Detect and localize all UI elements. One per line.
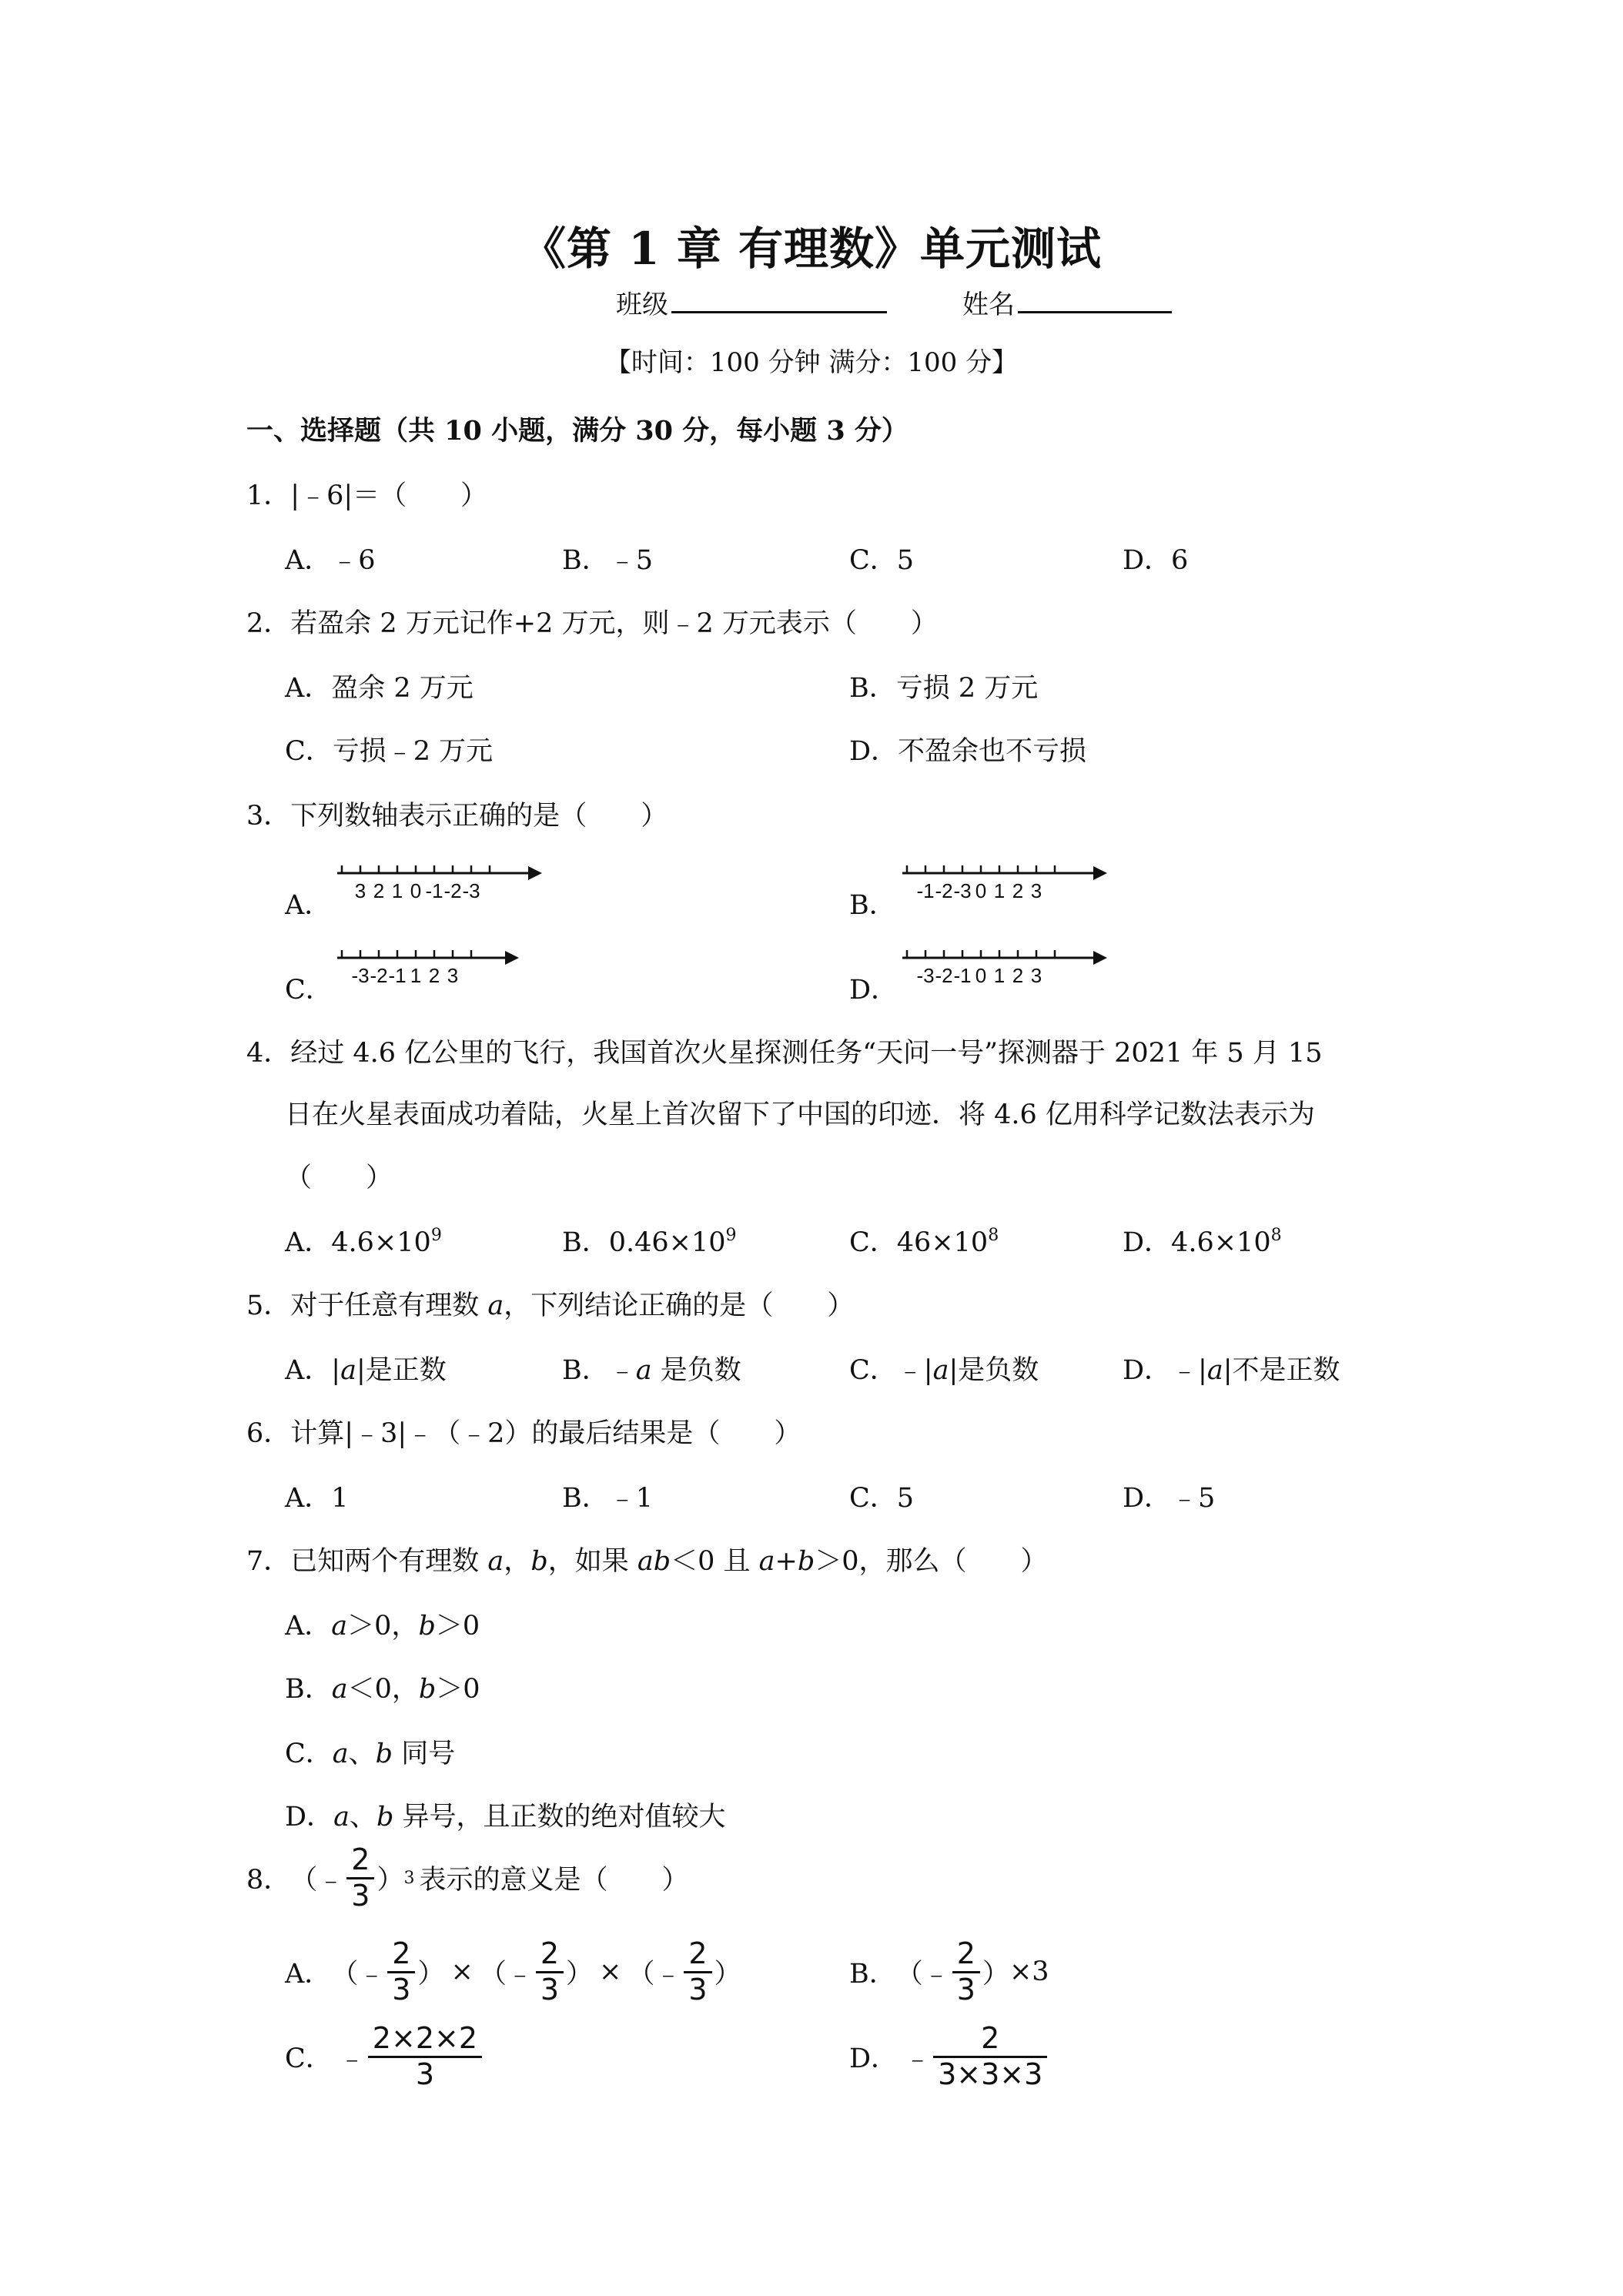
question-number: 5． bbox=[246, 1290, 291, 1321]
number-line-b-svg bbox=[902, 861, 1110, 909]
axis-tick-label: 3 bbox=[1030, 964, 1042, 987]
axis-tick-label: -3 bbox=[953, 879, 972, 902]
axis-arrow bbox=[505, 951, 519, 965]
q6-option-a[interactable]: A．1 bbox=[285, 1483, 349, 1514]
axis-tick-label: 0 bbox=[410, 879, 422, 902]
axis-tick-label: -3 bbox=[916, 964, 935, 987]
axis-tick-label: 3 bbox=[447, 964, 459, 987]
question-number: 6． bbox=[246, 1418, 291, 1449]
axis-tick-label: 0 bbox=[975, 879, 987, 902]
q1-option-b[interactable]: B．﹣5 bbox=[562, 545, 653, 576]
q4-option-d[interactable]: D．$4.6\times 10^8$ bbox=[1123, 1226, 1282, 1258]
name-label: 姓名 bbox=[962, 290, 1015, 320]
class-field bbox=[616, 283, 887, 321]
axis-tick-label: -2 bbox=[935, 879, 953, 902]
question-number: 1． bbox=[246, 480, 291, 511]
q6-option-c[interactable]: C．5 bbox=[849, 1483, 915, 1514]
question-text: 计算|﹣3|﹣（﹣2）的最后结果是（ ） bbox=[290, 1418, 801, 1449]
number-line-a-svg bbox=[337, 861, 545, 909]
question-text: |﹣6|＝（ ） bbox=[290, 480, 488, 511]
axis-tick-label: -2 bbox=[935, 964, 953, 987]
q5-option-b[interactable]: B．﹣a 是负数 bbox=[562, 1355, 741, 1386]
question-8: 8． （﹣ $\frac{2}{3}$ ） 3 表示的意义是（ ） bbox=[246, 1842, 689, 1913]
q8-option-a[interactable]: A． （﹣ $\frac{2}{3}$ ） × （﹣ $\frac{2}{3}$ ） × （﹣ $\frac{2}{3}$ ） bbox=[285, 1936, 741, 2006]
q5-option-c[interactable]: C．﹣|a|是负数 bbox=[849, 1355, 1039, 1386]
name-blank[interactable] bbox=[1018, 285, 1172, 313]
question-number: 7． bbox=[246, 1546, 291, 1577]
question-5: 5．对于任意有理数 a，下列结论正确的是（ ） bbox=[246, 1290, 855, 1321]
axis-tick-label: -1 bbox=[953, 964, 972, 987]
q2-option-b[interactable]: B．亏损 2 万元 bbox=[849, 673, 1039, 704]
question-6 bbox=[246, 1412, 801, 1451]
page-title: 《第 1 章 有理数》单元测试 bbox=[521, 223, 1102, 275]
axis-tick-label: 1 bbox=[391, 879, 403, 902]
q8-option-d[interactable]: D． ﹣ $\frac{2}{3\times 3\times 3}$ bbox=[849, 2023, 1049, 2090]
number-line-c bbox=[337, 946, 522, 993]
axis-tick-label: 1 bbox=[410, 964, 422, 987]
axis-tick-label: 3 bbox=[1030, 879, 1042, 902]
q3-option-c[interactable]: C． bbox=[285, 975, 333, 1006]
q8-option-b[interactable]: B． （﹣ $\frac{2}{3}$ ） ×3 bbox=[849, 1936, 1049, 2006]
q7-option-a[interactable]: A．a＞0，b＞0 bbox=[285, 1611, 480, 1642]
q7-option-d[interactable]: D．a、b 异号，且正数的绝对值较大 bbox=[285, 1802, 726, 1832]
number-line-d bbox=[902, 946, 1110, 993]
q7-option-c[interactable]: C．a、b 同号 bbox=[285, 1739, 456, 1769]
question-number: 4． bbox=[246, 1038, 291, 1069]
axis-tick-label: 1 bbox=[993, 964, 1006, 987]
q4-option-a[interactable]: A．$4.6\times 10^9$ bbox=[285, 1226, 442, 1258]
q2-option-d[interactable]: D．不盈余也不亏损 bbox=[849, 736, 1087, 767]
q1-option-c[interactable]: C．5 bbox=[849, 545, 915, 576]
section-title: 一、选择题（共 10 小题，满分 30 分，每小题 3 分） bbox=[246, 415, 909, 447]
axis-tick-label: 2 bbox=[1012, 964, 1024, 987]
q7-option-b[interactable]: B．a＜0，b＞0 bbox=[285, 1674, 480, 1705]
question-4-line-1 bbox=[246, 1032, 1323, 1070]
number-line-d-svg bbox=[902, 946, 1110, 993]
q8-option-c[interactable]: C． ﹣ $\frac{2\times 2\times 2}{3}$ bbox=[285, 2023, 484, 2090]
question-4-line-2: 日在火星表面成功着陆，火星上首次留下了中国的印迹．将 4.6 亿用科学记数法表示为 bbox=[285, 1099, 1315, 1130]
q5-option-a[interactable]: A．|a|是正数 bbox=[285, 1355, 447, 1386]
axis-arrow bbox=[528, 866, 542, 880]
axis-arrow bbox=[1093, 866, 1107, 880]
axis-tick-label: 3 bbox=[354, 879, 366, 902]
q3-option-b[interactable]: B． bbox=[849, 890, 896, 921]
question-7: 7．已知两个有理数 a，b，如果 ab＜0 且 a+b＞0，那么（ ） bbox=[246, 1546, 1048, 1577]
number-line-c-svg bbox=[337, 946, 522, 993]
q1-option-a[interactable]: A．﹣6 bbox=[285, 545, 376, 576]
question-number: 2． bbox=[246, 608, 291, 639]
q5-option-d[interactable]: D．﹣|a|不是正数 bbox=[1123, 1355, 1340, 1386]
question-text: 若盈余 2 万元记作+2 万元，则﹣2 万元表示（ ） bbox=[290, 608, 938, 639]
axis-tick-label: 2 bbox=[1012, 879, 1024, 902]
axis-arrow bbox=[1093, 951, 1107, 965]
question-2 bbox=[246, 602, 938, 641]
axis-tick-label: -2 bbox=[443, 879, 462, 902]
question-text: 经过 4.6 亿公里的飞行，我国首次火星探测任务“天问一号”探测器于 2021 年 5 月 15 bbox=[290, 1038, 1323, 1069]
q3-option-d[interactable]: D． bbox=[849, 975, 899, 1006]
time-info: 【时间：100 分钟 满分：100 分】 bbox=[604, 347, 1019, 378]
class-blank[interactable] bbox=[671, 285, 887, 313]
class-label: 班级 bbox=[616, 290, 668, 320]
q3-option-a[interactable]: A． bbox=[285, 890, 332, 921]
question-text: 下列数轴表示正确的是（ ） bbox=[290, 801, 668, 832]
axis-tick-label: 2 bbox=[373, 879, 385, 902]
q4-option-b[interactable]: B．$0.46\times 10^9$ bbox=[562, 1226, 737, 1258]
number-line-a bbox=[337, 861, 545, 909]
axis-tick-label: 0 bbox=[975, 964, 987, 987]
axis-tick-label: -1 bbox=[916, 879, 935, 902]
axis-tick-label: -1 bbox=[388, 964, 407, 987]
q6-option-b[interactable]: B．﹣1 bbox=[562, 1483, 653, 1514]
axis-tick-label: -2 bbox=[370, 964, 388, 987]
question-1 bbox=[246, 474, 487, 513]
name-field bbox=[962, 283, 1172, 321]
axis-tick-label: -1 bbox=[425, 879, 443, 902]
axis-tick-label: 2 bbox=[428, 964, 440, 987]
q1-option-d[interactable]: D．6 bbox=[1123, 545, 1189, 576]
question-4-line-3: （ ） bbox=[285, 1163, 393, 1193]
question-number: 3． bbox=[246, 801, 291, 832]
q2-option-a[interactable]: A．盈余 2 万元 bbox=[285, 673, 474, 704]
axis-tick-label: 1 bbox=[993, 879, 1006, 902]
question-3 bbox=[246, 795, 668, 833]
q2-option-c[interactable]: C．亏损﹣2 万元 bbox=[285, 736, 494, 767]
number-line-b bbox=[902, 861, 1110, 909]
axis-tick-label: -3 bbox=[462, 879, 480, 902]
q4-option-c[interactable]: C．$46\times 10^8$ bbox=[849, 1226, 999, 1258]
axis-tick-label: -3 bbox=[351, 964, 370, 987]
fraction: $\frac{2}{3}$ bbox=[346, 1845, 374, 1912]
question-number: 8． bbox=[246, 1865, 291, 1896]
q6-option-d[interactable]: D．﹣5 bbox=[1123, 1483, 1216, 1514]
